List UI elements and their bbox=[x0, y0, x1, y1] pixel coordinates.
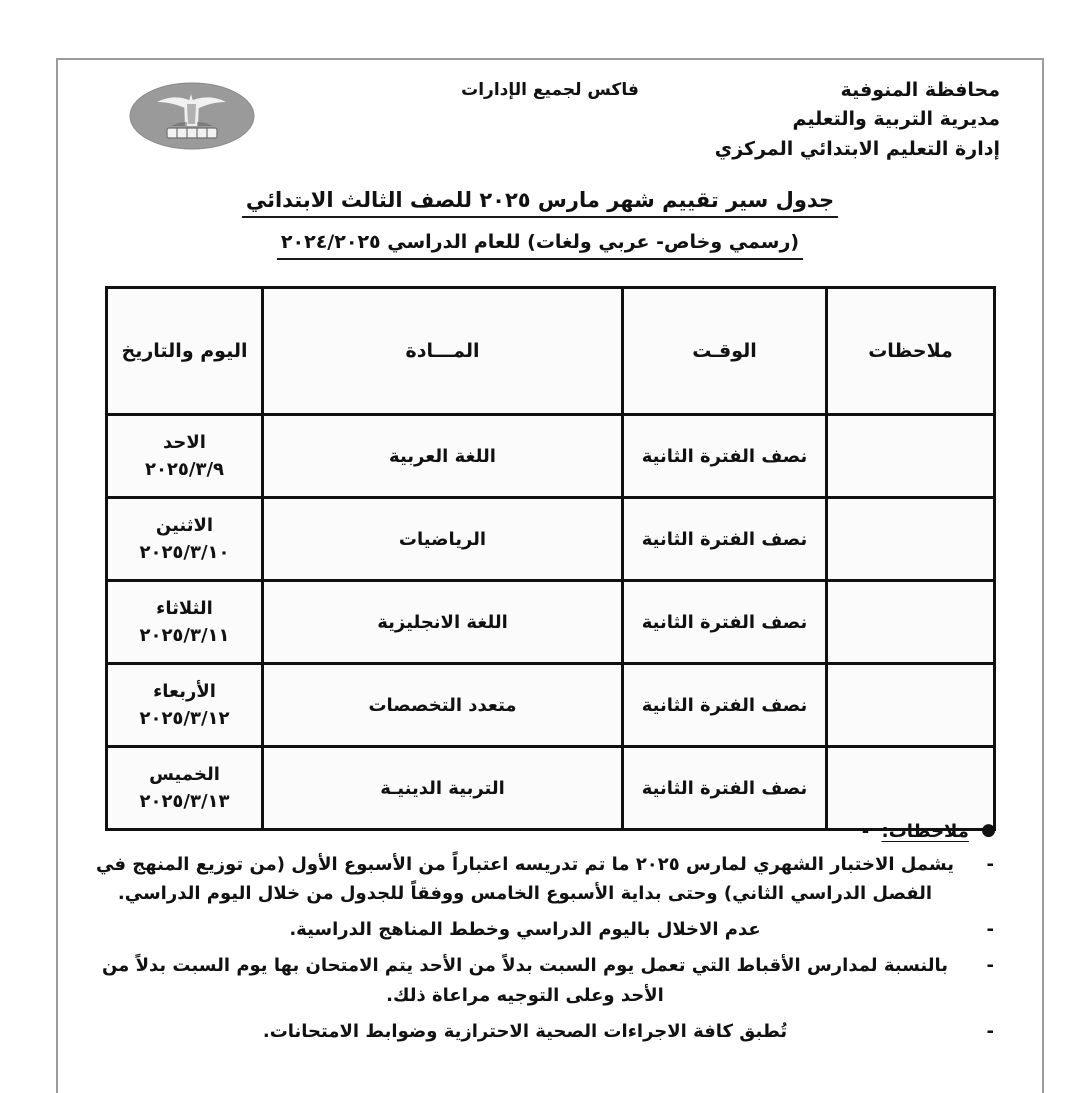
authority-line-governorate: محافظة المنوفية bbox=[840, 79, 1000, 101]
egypt-eagle-emblem-icon bbox=[127, 80, 257, 152]
day-name: الاثنين bbox=[155, 515, 214, 536]
cell-notes bbox=[827, 581, 995, 664]
table-row bbox=[107, 498, 995, 581]
authority-line-directorate: مديرية التربية والتعليم bbox=[792, 108, 1000, 131]
note-text: عدم الاخلال باليوم الدراسي وخطط المناهج الدراسية. bbox=[289, 919, 761, 941]
table-row bbox=[107, 747, 995, 830]
cell-subject: اللغة الانجليزية bbox=[263, 581, 623, 664]
notes-heading-label: ملاحظات: bbox=[881, 821, 969, 842]
authority-block bbox=[580, 76, 1000, 164]
bullet-icon: ● bbox=[981, 820, 996, 840]
table-row bbox=[107, 581, 995, 664]
cell-subject: الرياضيات bbox=[263, 498, 623, 581]
cell-subject: اللغة العربية bbox=[263, 415, 623, 498]
cell-day-date bbox=[107, 415, 263, 498]
cell-notes bbox=[827, 415, 995, 498]
cell-day-date bbox=[107, 581, 263, 664]
day-name: الاحد bbox=[163, 432, 206, 453]
column-header-time: الوقـت bbox=[623, 288, 827, 415]
day-date: ٢٠٢٥/٣/١٢ bbox=[139, 708, 230, 729]
table-row bbox=[107, 415, 995, 498]
dash-marker-icon: - bbox=[986, 919, 994, 941]
dash-marker-icon: - bbox=[986, 955, 994, 977]
cell-notes bbox=[827, 747, 995, 830]
day-date: ٢٠٢٥/٣/١٣ bbox=[139, 791, 230, 812]
cell-day-date bbox=[107, 747, 263, 830]
cell-notes bbox=[827, 664, 995, 747]
note-text: تُطبق كافة الاجراءات الصحية الاحترازية وضوابط الامتحانات. bbox=[262, 1020, 788, 1042]
cell-subject: متعدد التخصصات bbox=[263, 664, 623, 747]
table-header-row bbox=[107, 288, 995, 415]
list-item bbox=[80, 1017, 996, 1046]
list-item bbox=[80, 951, 996, 1009]
notes-heading bbox=[80, 820, 996, 842]
notes-section bbox=[80, 820, 996, 1053]
note-text: بالنسبة لمدارس الأقباط التي تعمل يوم السبت بدلاً من الأحد يتم الامتحان بها يوم السبت بدلاً من الأحد وعلى التوجيه مراعاة ذلك. bbox=[101, 955, 949, 1006]
cell-notes bbox=[827, 498, 995, 581]
authority-line-department: إدارة التعليم الابتدائي المركزي bbox=[714, 137, 1000, 160]
cell-day-date bbox=[107, 498, 263, 581]
fax-note: فاكس لجميع الإدارات bbox=[461, 80, 639, 100]
page-title: جدول سير تقييم شهر مارس ٢٠٢٥ للصف الثالث الابتدائي bbox=[242, 186, 838, 218]
column-header-day-date: اليوم والتاريخ bbox=[107, 288, 263, 415]
day-name: الخميس bbox=[149, 764, 220, 785]
day-name: الثلاثاء bbox=[156, 598, 213, 619]
list-item bbox=[80, 915, 996, 944]
cell-day-date bbox=[107, 664, 263, 747]
table-row bbox=[107, 664, 995, 747]
cell-time: نصف الفترة الثانية bbox=[623, 581, 827, 664]
column-header-notes: ملاحظات bbox=[827, 288, 995, 415]
day-name: الأربعاء bbox=[153, 681, 216, 702]
note-text: يشمل الاختبار الشهري لمارس ٢٠٢٥ ما تم تدريسه اعتباراً من الأسبوع الأول (من توزيع المنهج في الفصل الدراسي الثاني) وحتى بداية الأسبوع الخامس ووفقاً للجدول من خلال اليوم الدراسي. bbox=[95, 854, 955, 905]
day-date: ٢٠٢٥/٣/١٠ bbox=[139, 542, 230, 563]
day-date: ٢٠٢٥/٣/٩ bbox=[144, 459, 225, 480]
notes-heading-dash: - bbox=[861, 821, 870, 842]
cell-time: نصف الفترة الثانية bbox=[623, 747, 827, 830]
exam-schedule-table bbox=[105, 286, 996, 831]
column-header-subject: المـــادة bbox=[263, 288, 623, 415]
exam-schedule-table-wrapper bbox=[108, 286, 996, 831]
cell-time: نصف الفترة الثانية bbox=[623, 415, 827, 498]
list-item bbox=[80, 850, 996, 908]
title-block bbox=[0, 186, 1080, 260]
cell-subject: التربية الدينيـة bbox=[263, 747, 623, 830]
document-header bbox=[0, 0, 1080, 180]
dash-marker-icon: - bbox=[986, 1020, 994, 1042]
dash-marker-icon: - bbox=[986, 854, 994, 875]
notes-list bbox=[80, 850, 996, 1046]
day-date: ٢٠٢٥/٣/١١ bbox=[139, 625, 230, 646]
cell-time: نصف الفترة الثانية bbox=[623, 664, 827, 747]
page-subtitle: (رسمي وخاص- عربي ولغات) للعام الدراسي ٢٠٢٤/٢٠٢٥ bbox=[277, 230, 803, 260]
cell-time: نصف الفترة الثانية bbox=[623, 498, 827, 581]
